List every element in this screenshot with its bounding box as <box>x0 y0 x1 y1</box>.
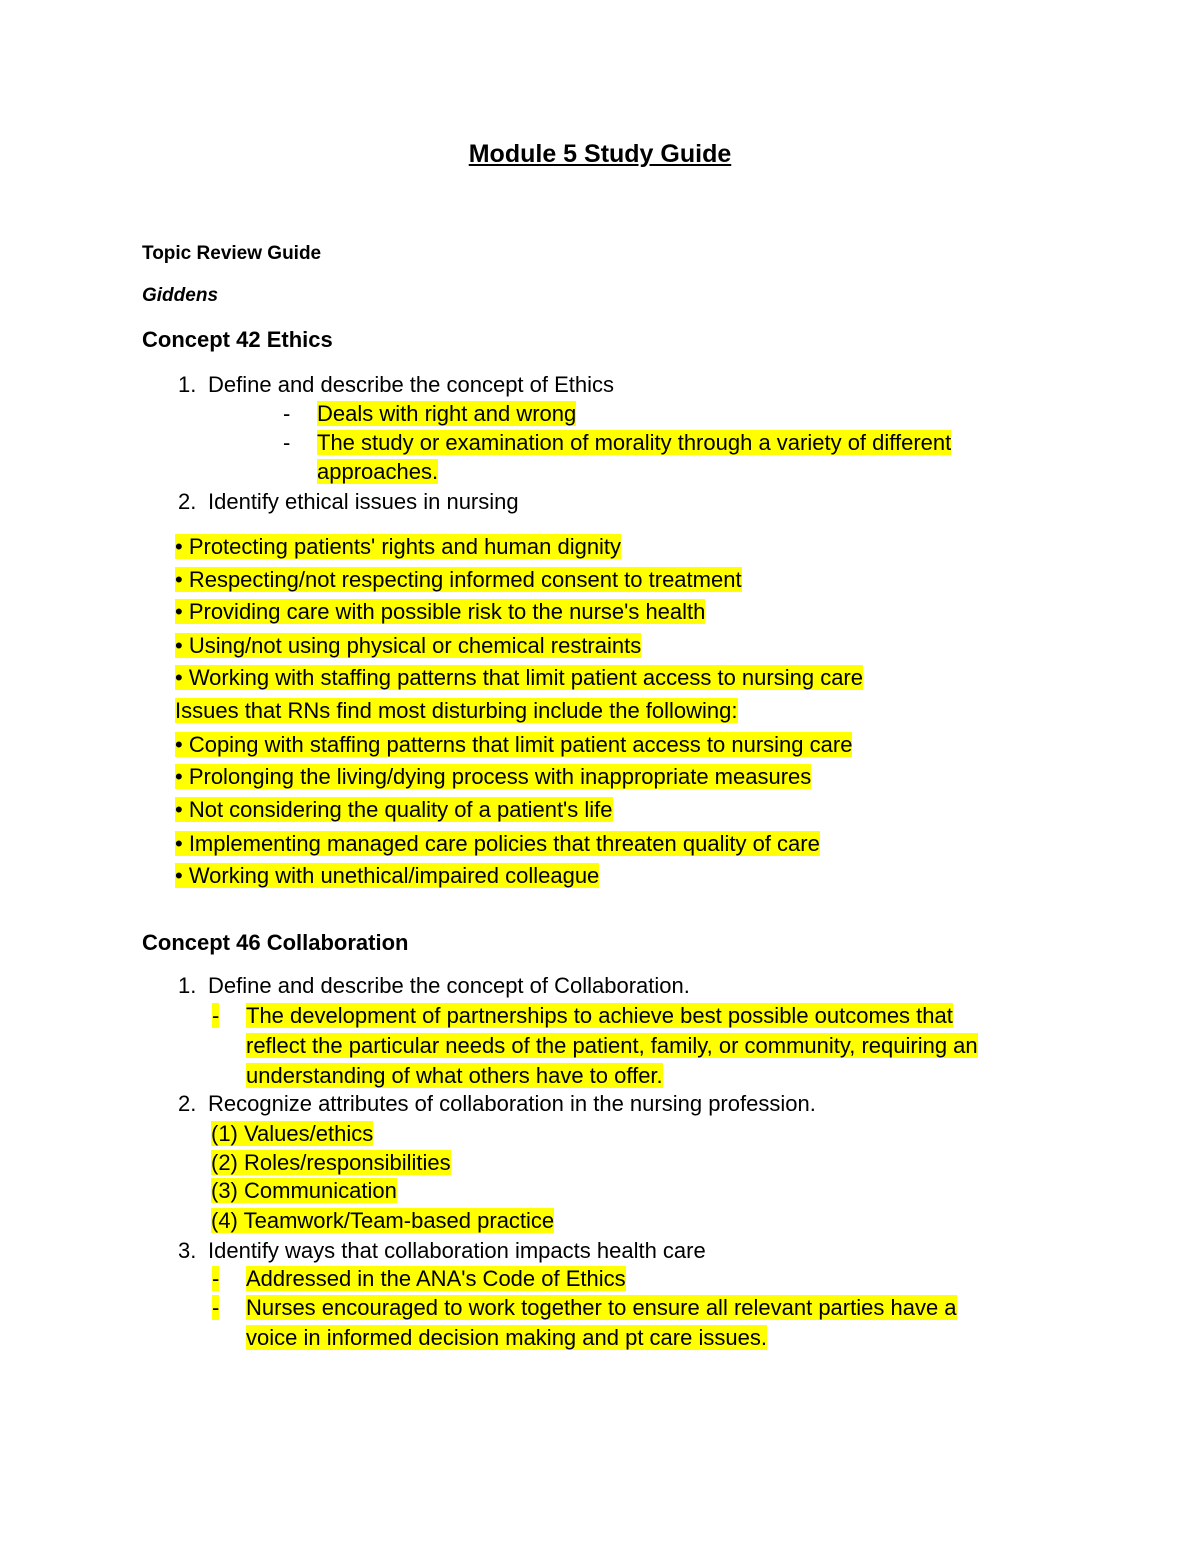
highlighted-answer: The study or examination of morality through a variety of different <box>317 430 952 455</box>
concept-46-question-2 <box>178 1089 816 1118</box>
list-number: 1. <box>178 973 197 998</box>
disturbing-issue-item: • Working with unethical/impaired colleague <box>175 863 600 888</box>
concept-42-answer-2-line-2 <box>317 457 438 486</box>
concept-46-answer-1-line-2: reflect the particular needs of the patient, family, or community, requiring an <box>246 1033 978 1058</box>
concept-42-question-2 <box>178 487 519 516</box>
question-text: Define and describe the concept of Ethics <box>208 372 615 397</box>
highlighted-answer: Deals with right and wrong <box>317 401 577 426</box>
source-heading: Giddens <box>142 285 219 306</box>
ethical-issue-item: • Protecting patients' rights and human dignity <box>175 534 622 559</box>
concept-42-answer-1 <box>317 399 576 428</box>
concept-46-heading: Concept 46 Collaboration <box>142 930 409 955</box>
highlighted-answer: approaches. <box>317 459 439 484</box>
concept-46-answer-3a-dash: - <box>212 1266 220 1291</box>
disturbing-issue-item: • Prolonging the living/dying process with inappropriate measures <box>175 764 812 789</box>
ethical-issue-item: • Working with staffing patterns that limit patient access to nursing care <box>175 665 863 690</box>
concept-42-heading: Concept 42 Ethics <box>142 327 333 352</box>
concept-46-answer-1-dash: - <box>212 1003 220 1028</box>
disturbing-issue-item: • Not considering the quality of a patient's life <box>175 797 613 822</box>
concept-46-answer-3b-line-1: Nurses encouraged to work together to ensure all relevant parties have a <box>246 1295 957 1320</box>
list-number: 3. <box>178 1238 197 1263</box>
concept-42-question-1 <box>178 370 614 399</box>
list-number: 2. <box>178 489 197 514</box>
ethical-issue-item: • Using/not using physical or chemical restraints <box>175 633 642 658</box>
question-text: Identify ethical issues in nursing <box>208 489 519 514</box>
concept-46-answer-3a: Addressed in the ANA's Code of Ethics <box>246 1266 626 1291</box>
concept-42-answer-2-line-1 <box>317 428 951 457</box>
ethical-issue-item: • Respecting/not respecting informed consent to treatment <box>175 567 742 592</box>
concept-46-question-1 <box>178 971 690 1000</box>
concept-42-answer-1-dash: - <box>283 401 291 426</box>
question-text: Identify ways that collaboration impacts health care <box>208 1238 706 1263</box>
list-number: 1. <box>178 372 197 397</box>
page-title: Module 5 Study Guide <box>468 140 732 168</box>
concept-46-question-3 <box>178 1236 706 1265</box>
concept-42-answer-2-dash: - <box>283 430 291 455</box>
attribute-item: (1) Values/ethics <box>211 1121 374 1146</box>
question-text: Recognize attributes of collaboration in the nursing profession. <box>208 1091 816 1116</box>
concept-46-answer-3b-line-2: voice in informed decision making and pt care issues. <box>246 1325 767 1350</box>
disturbing-issues-intro: Issues that RNs find most disturbing include the following: <box>175 698 738 723</box>
question-text: Define and describe the concept of Collaboration. <box>208 973 690 998</box>
disturbing-issue-item: • Coping with staffing patterns that limit patient access to nursing care <box>175 732 853 757</box>
topic-review-heading: Topic Review Guide <box>142 243 322 264</box>
list-number: 2. <box>178 1091 197 1116</box>
concept-46-answer-1-line-1: The development of partnerships to achieve best possible outcomes that <box>246 1003 953 1028</box>
attribute-item: (3) Communication <box>211 1178 397 1203</box>
concept-46-answer-1-line-3: understanding of what others have to offer. <box>246 1063 663 1088</box>
ethical-issue-item: • Providing care with possible risk to the nurse's health <box>175 599 706 624</box>
concept-46-answer-3b-dash: - <box>212 1295 220 1320</box>
attribute-item: (4) Teamwork/Team-based practice <box>211 1208 555 1233</box>
attribute-item: (2) Roles/responsibilities <box>211 1150 451 1175</box>
disturbing-issue-item: • Implementing managed care policies that threaten quality of care <box>175 831 820 856</box>
